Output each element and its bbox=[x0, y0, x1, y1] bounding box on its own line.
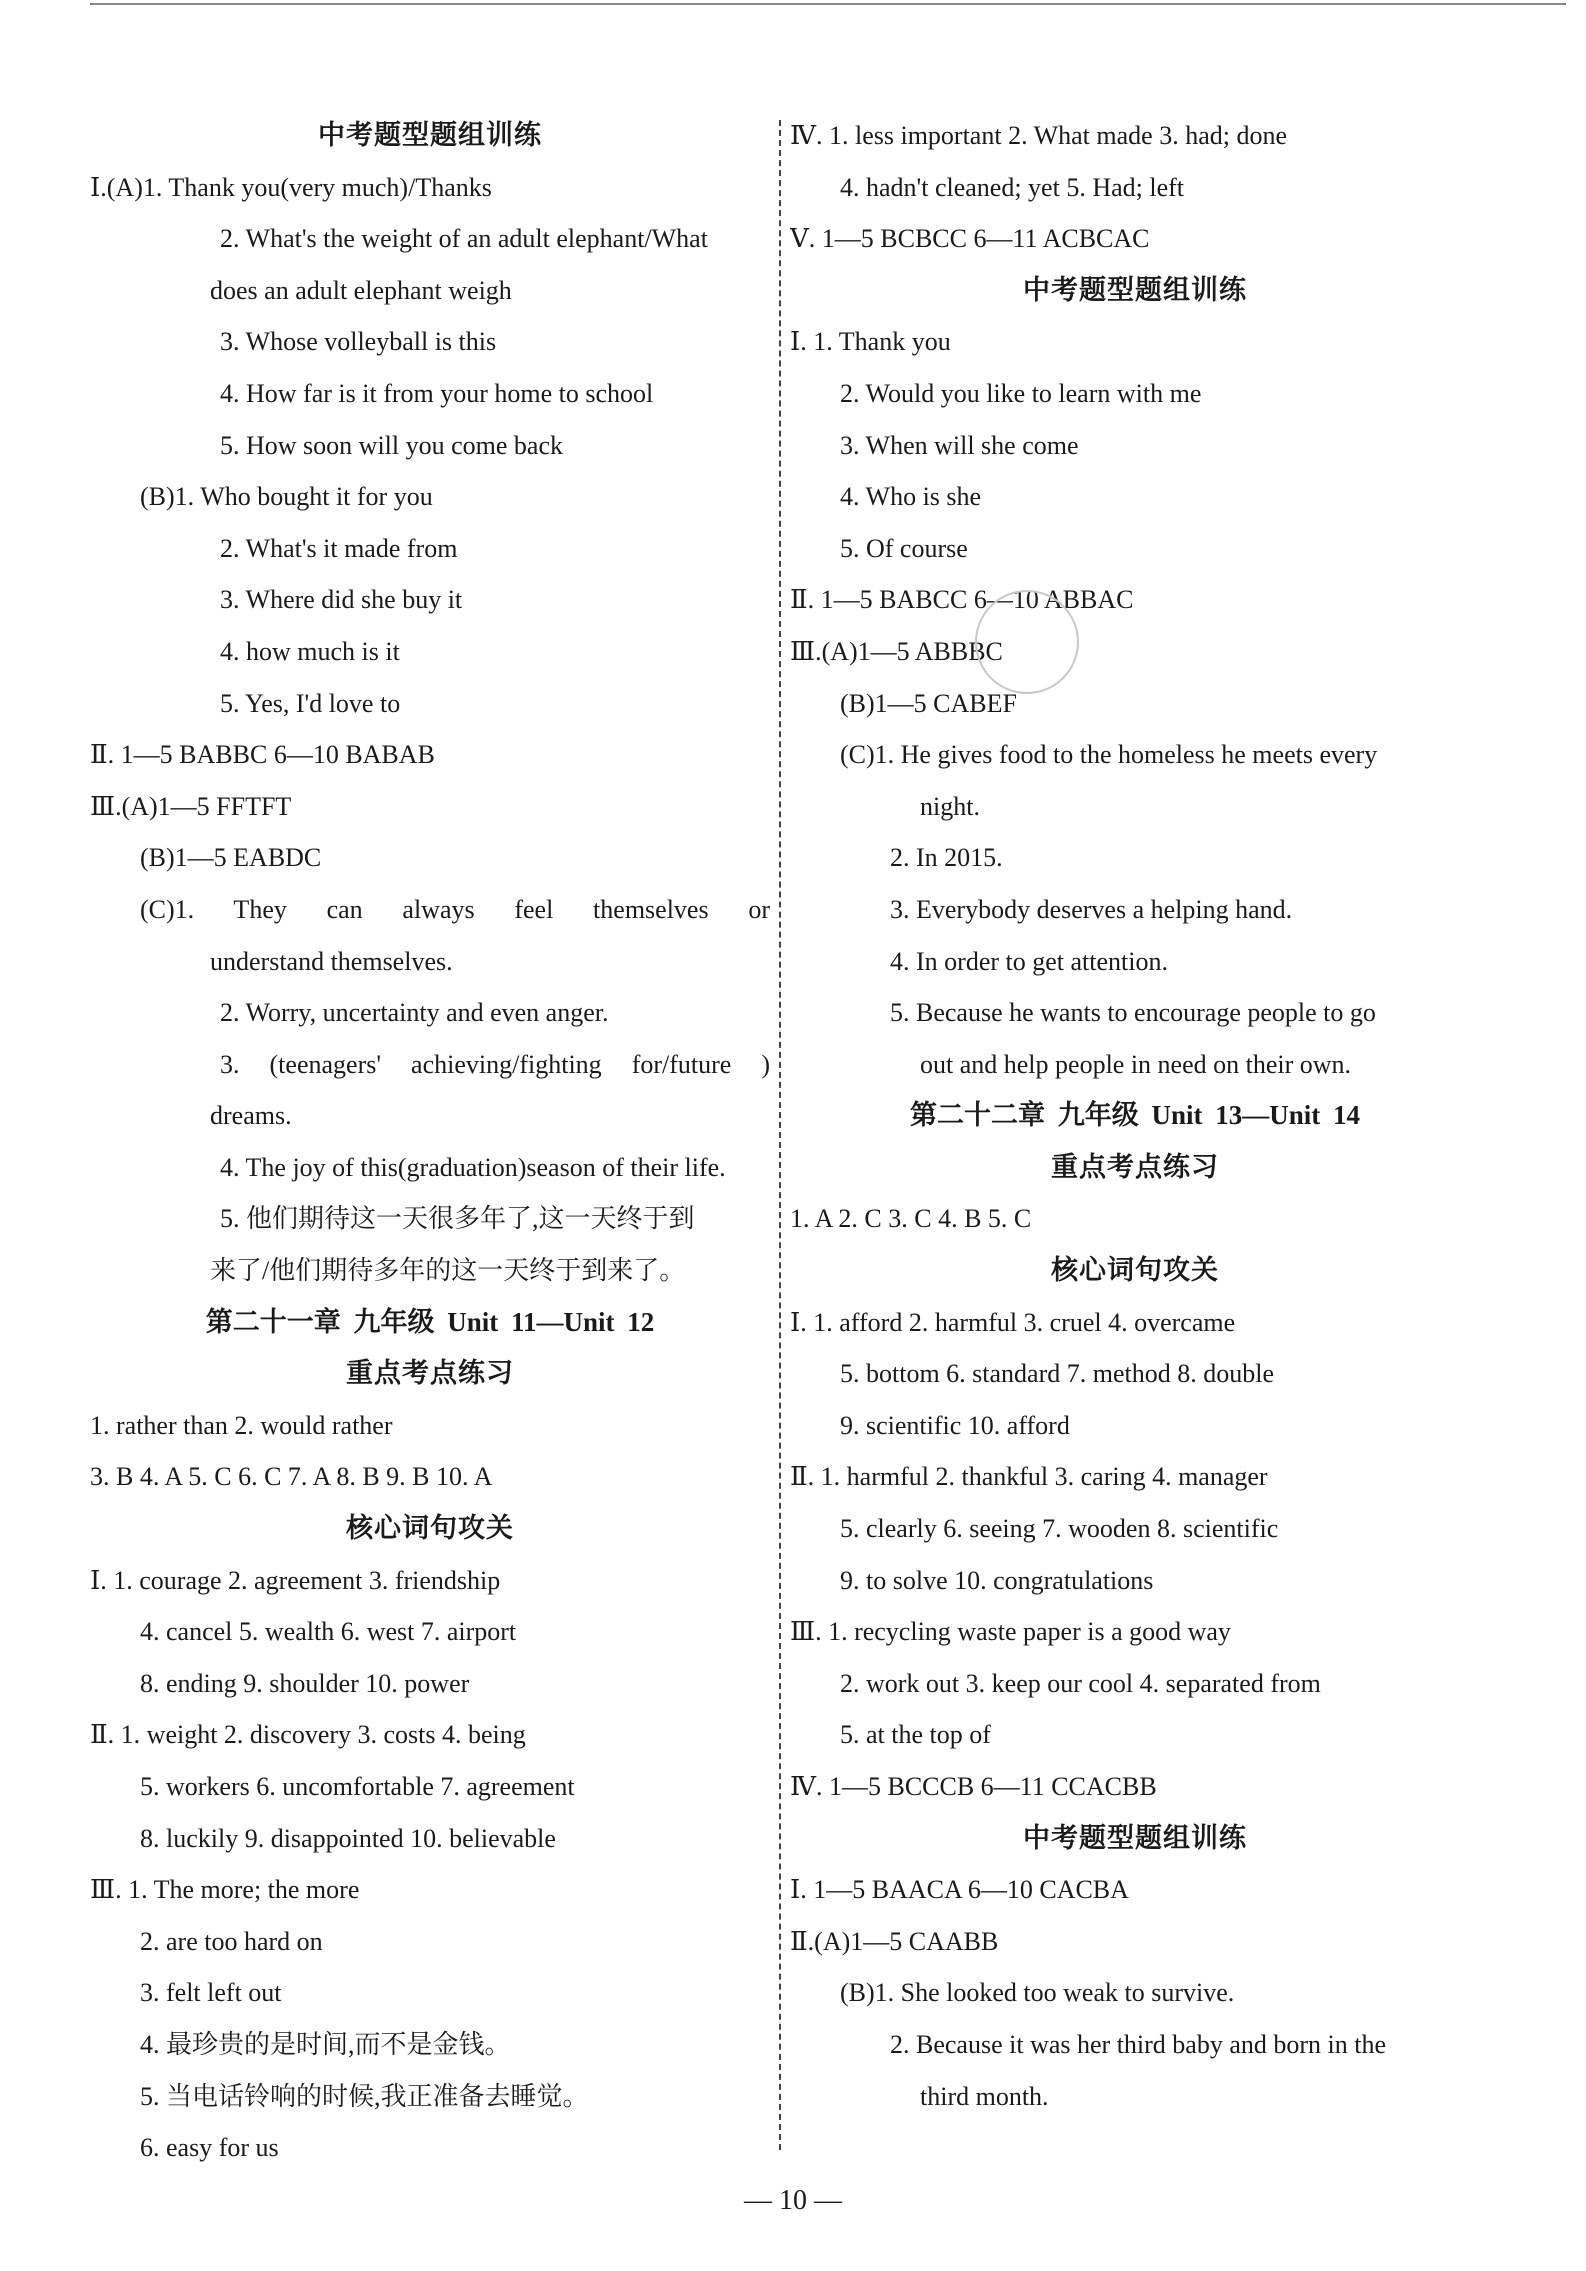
answer-line: Ⅳ. 1—5 BCCCB 6—11 CCACBB bbox=[790, 1772, 1157, 1801]
answer-line: (C)1. They can always feel themselves or bbox=[140, 894, 770, 924]
answer-line: 来了/他们期待多年的这一天终于到来了。 bbox=[210, 1256, 686, 1286]
answer-line: 2. Worry, uncertainty and even anger. bbox=[220, 998, 609, 1028]
answer-line: Ⅱ. 1. harmful 2. thankful 3. caring 4. manager bbox=[790, 1462, 1268, 1492]
column-divider bbox=[779, 120, 781, 2150]
answer-line: (B)1—5 EABDC bbox=[140, 843, 322, 873]
answer-line: 4. 最珍贵的是时间,而不是金钱。 bbox=[140, 2029, 511, 2059]
chapter-title: 第二十一章 九年级 Unit 11—Unit 12 bbox=[205, 1306, 655, 1337]
section-heading: 重点考点练习 bbox=[1051, 1151, 1219, 1182]
section-heading: 重点考点练习 bbox=[346, 1358, 514, 1389]
answer-line: 5. Yes, I'd love to bbox=[220, 688, 401, 718]
answer-line: 5. 他们期待这一天很多年了,这一天终于到 bbox=[220, 1204, 695, 1234]
answer-line: Ⅱ. 1—5 BABCC 6—10 ABBAC bbox=[790, 585, 1134, 615]
answer-line: 1. rather than 2. would rather bbox=[90, 1410, 393, 1440]
answer-line: (B)1. Who bought it for you bbox=[140, 482, 433, 512]
answer-line: 3. (teenagers' achieving/fighting for/future ) bbox=[220, 1049, 770, 1079]
section-heading: 核心词句攻关 bbox=[1051, 1255, 1219, 1286]
answer-line: does an adult elephant weigh bbox=[210, 275, 512, 305]
answer-line: (B)1—5 CABEF bbox=[840, 688, 1017, 718]
chapter-title: 第二十二章 九年级 Unit 13—Unit 14 bbox=[909, 1100, 1360, 1131]
answer-line: 5. clearly 6. seeing 7. wooden 8. scientific bbox=[840, 1514, 1279, 1544]
section-heading: 中考题型题组训练 bbox=[318, 120, 542, 150]
answer-line: 4. hadn't cleaned; yet 5. Had; left bbox=[840, 172, 1185, 202]
answer-line: understand themselves. bbox=[210, 946, 453, 976]
answer-line: 4. The joy of this(graduation)season of their life. bbox=[220, 1152, 726, 1182]
answer-line: 8. luckily 9. disappointed 10. believable bbox=[140, 1823, 556, 1853]
answer-line: Ⅲ.(A)1—5 ABBBC bbox=[790, 636, 1003, 666]
answer-line: Ⅱ. 1. weight 2. discovery 3. costs 4. being bbox=[90, 1720, 526, 1750]
answer-line: 3. Whose volleyball is this bbox=[220, 327, 497, 357]
answer-line: Ⅲ.(A)1—5 FFTFT bbox=[90, 791, 292, 821]
answer-line: Ⅱ. 1—5 BABBC 6—10 BABAB bbox=[90, 740, 435, 770]
section-heading: 核心词句攻关 bbox=[346, 1513, 514, 1544]
answer-line: Ⅳ. 1. less important 2. What made 3. had; done bbox=[790, 121, 1288, 150]
page-number: — 10 — bbox=[744, 2185, 842, 2216]
seal-stamp bbox=[975, 590, 1079, 694]
left-column bbox=[90, 110, 770, 2174]
answer-line: 5. at the top of bbox=[840, 1720, 991, 1750]
answer-line: 3. B 4. A 5. C 6. C 7. A 8. B 9. B 10. A bbox=[90, 1462, 493, 1492]
answer-line: 5. Of course bbox=[840, 533, 968, 563]
answer-line: 9. to solve 10. congratulations bbox=[840, 1565, 1154, 1595]
answer-line: 4. cancel 5. wealth 6. west 7. airport bbox=[140, 1617, 517, 1647]
answer-line: Ⅰ. 1—5 BAACA 6—10 CACBA bbox=[790, 1875, 1129, 1905]
answer-line: Ⅰ. 1. Thank you bbox=[790, 327, 951, 357]
answer-line: Ⅰ. 1. courage 2. agreement 3. friendship bbox=[90, 1565, 501, 1595]
answer-line: 6. easy for us bbox=[140, 2133, 279, 2163]
answer-line: 2. In 2015. bbox=[890, 843, 1003, 873]
answer-line: Ⅰ.(A)1. Thank you(very much)/Thanks bbox=[90, 172, 492, 202]
answer-line: 3. When will she come bbox=[840, 430, 1079, 460]
answer-line: 8. ending 9. shoulder 10. power bbox=[140, 1668, 470, 1698]
answer-line: 1. A 2. C 3. C 4. B 5. C bbox=[790, 1204, 1032, 1234]
answer-line: night. bbox=[920, 791, 980, 821]
answer-line: 2. are too hard on bbox=[140, 1926, 323, 1956]
answer-line: 3. Where did she buy it bbox=[220, 585, 463, 615]
answer-line: 5. workers 6. uncomfortable 7. agreement bbox=[140, 1772, 575, 1801]
answer-line: (B)1. She looked too weak to survive. bbox=[840, 1978, 1235, 2008]
right-column bbox=[790, 110, 1480, 2122]
answer-line: 4. how much is it bbox=[220, 636, 400, 666]
answer-line: 4. How far is it from your home to school bbox=[220, 378, 654, 408]
answer-line: Ⅲ. 1. recycling waste paper is a good way bbox=[790, 1617, 1231, 1647]
answer-line: 5. bottom 6. standard 7. method 8. double bbox=[840, 1359, 1275, 1389]
answer-line: 2. Would you like to learn with me bbox=[840, 378, 1202, 408]
answer-line: Ⅱ.(A)1—5 CAABB bbox=[790, 1926, 999, 1956]
section-heading: 中考题型题组训练 bbox=[1023, 1822, 1247, 1853]
answer-line: 5. Because he wants to encourage people to go bbox=[890, 998, 1376, 1028]
answer-line: 5. 当电话铃响的时候,我正准备去睡觉。 bbox=[140, 2081, 589, 2111]
answer-line: Ⅰ. 1. afford 2. harmful 3. cruel 4. overcame bbox=[790, 1307, 1236, 1337]
section-heading: 中考题型题组训练 bbox=[1023, 274, 1247, 305]
answer-line: 2. What's it made from bbox=[220, 533, 458, 563]
answer-line: 2. What's the weight of an adult elephant/What bbox=[220, 224, 708, 254]
top-rule bbox=[90, 3, 1566, 5]
answer-line: 4. In order to get attention. bbox=[890, 946, 1168, 976]
answer-line: third month. bbox=[920, 2081, 1049, 2111]
answer-line: 4. Who is she bbox=[840, 482, 982, 512]
answer-line: (C)1. He gives food to the homeless he meets every bbox=[840, 740, 1378, 770]
answer-line: dreams. bbox=[210, 1101, 292, 1131]
answer-line: 3. Everybody deserves a helping hand. bbox=[890, 894, 1293, 924]
answer-line: 5. How soon will you come back bbox=[220, 430, 564, 460]
answer-line: Ⅴ. 1—5 BCBCC 6—11 ACBCAC bbox=[790, 224, 1150, 254]
answer-line: 9. scientific 10. afford bbox=[840, 1410, 1070, 1440]
answer-line: Ⅲ. 1. The more; the more bbox=[90, 1875, 360, 1905]
answer-line: out and help people in need on their own. bbox=[920, 1049, 1352, 1079]
answer-line: 2. Because it was her third baby and born in the bbox=[890, 2029, 1387, 2059]
answer-line: 2. work out 3. keep our cool 4. separated from bbox=[840, 1668, 1321, 1698]
answer-line: 3. felt left out bbox=[140, 1978, 282, 2008]
